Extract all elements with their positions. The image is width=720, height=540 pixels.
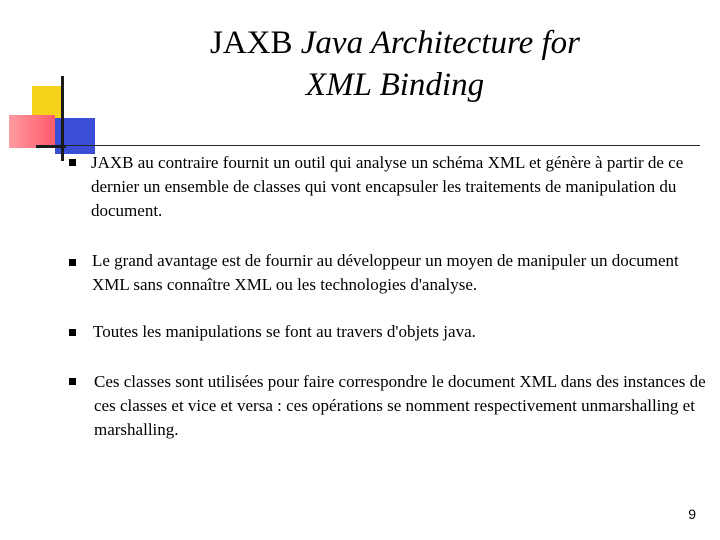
decor-vertical-line [61, 76, 64, 161]
title-italic-line1: Java Architecture for [300, 25, 580, 61]
title-plain: JAXB [210, 25, 301, 61]
bullet-marker [69, 329, 76, 336]
title-italic-line2: XML Binding [305, 67, 485, 103]
title-divider-line [36, 145, 700, 146]
page-number: 9 [688, 506, 696, 522]
bullet-text: Le grand avantage est de fournir au développeur un moyen de manipuler un document XML sans connaître XML ou les technologies d'analyse. [92, 251, 679, 294]
bullet-marker [69, 378, 76, 385]
decor-yellow-square [32, 86, 62, 118]
bullet-marker [69, 159, 76, 166]
bullet-text: Toutes les manipulations se font au travers d'objets java. [93, 322, 476, 341]
slide-title [130, 22, 660, 106]
bullet-text: Ces classes sont utilisées pour faire correspondre le document XML dans des instances de ces classes et vice et versa : ces opérations se nomment respectivement unmarshalling et marshalling. [94, 372, 706, 439]
bullet-text: JAXB au contraire fournit un outil qui analyse un schéma XML et génère à partir de ce dernier un ensemble de classes qui vont encapsuler les traitements de manipulation du document. [91, 153, 684, 220]
decor-red-square [9, 115, 55, 148]
decor-horizontal-accent [36, 145, 66, 148]
bullet-marker [69, 259, 76, 266]
